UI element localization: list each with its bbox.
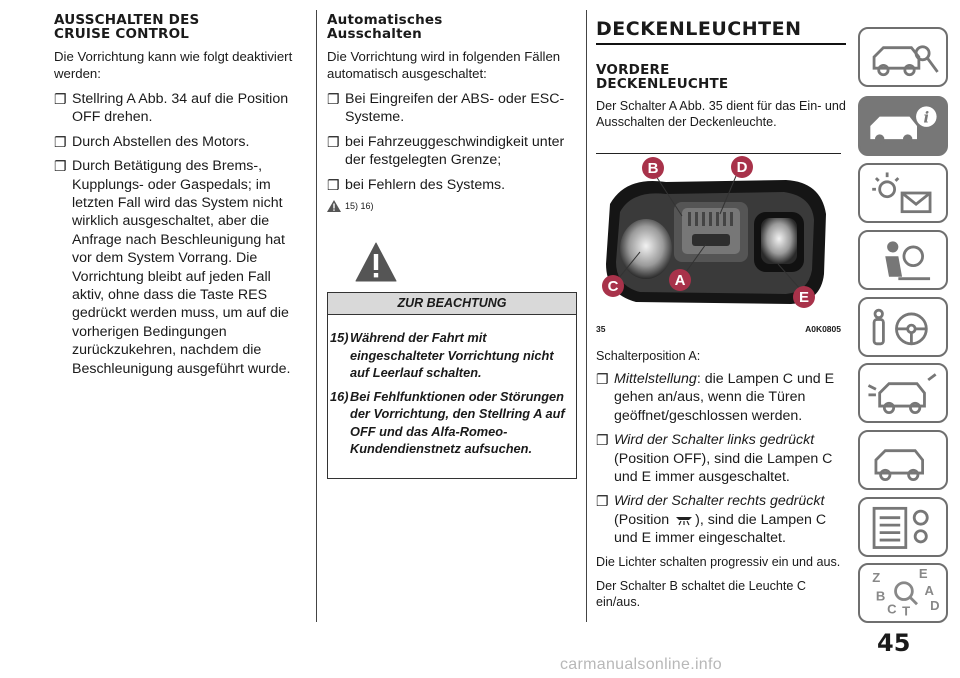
tab-crash-car[interactable]	[858, 363, 948, 423]
column-right	[596, 0, 846, 618]
chapter-heading: DECKENLEUCHTEN	[596, 18, 846, 45]
dome-light-on-icon	[673, 514, 695, 526]
list-item: ❐ Durch Betätigung des Brems-, Kupplungs- oder Gaspedals; im letzten Fall wird das System nicht wirklich ausgeschaltet, aber die Anfrage nach Beschleunigung hat vor dem System Vorrang. Die Vorrichtung bleibt auf jeden Fall aktiv, ohne dass die Taste RES gedrückt werden muss, um auf die vorherigen Bedingungen zurückzukehren, nachdem die Beschleunigung ausgeführt wurde.	[54, 158, 291, 377]
tab-service-car[interactable]	[858, 430, 948, 490]
list-item: ❐ Bei Eingreifen der ABS- oder ESC-Systeme.	[327, 91, 565, 126]
svg-text:i: i	[923, 108, 930, 127]
tab-warning-lights[interactable]	[858, 163, 948, 223]
section-heading: AUSSCHALTEN DES CRUISE CONTROL	[54, 12, 200, 42]
airbag-icon	[860, 232, 946, 288]
car-key-icon	[860, 29, 946, 85]
svg-text:E: E	[918, 566, 928, 582]
svg-text:C: C	[887, 601, 897, 617]
tab-car-key[interactable]	[858, 27, 948, 87]
svg-text:D: D	[930, 597, 940, 613]
label-b: B	[647, 160, 659, 177]
label-a: A	[674, 272, 686, 289]
alphabet-index-icon	[860, 565, 946, 621]
steering-key-icon	[860, 299, 946, 355]
section-heading: Automatisches Ausschalten	[327, 12, 443, 42]
crash-car-icon	[860, 365, 946, 421]
watermark: carmanualsonline.info	[560, 656, 722, 673]
warning-box	[327, 292, 577, 479]
figure-caption: 35 A0K0805	[596, 324, 841, 334]
tab-steering-key[interactable]	[858, 297, 948, 357]
list-item: ❐ Stellring A Abb. 34 auf die Position OFF drehen.	[54, 91, 289, 126]
settings-list-icon	[860, 499, 946, 555]
tab-airbag[interactable]	[858, 230, 948, 290]
tab-car-info[interactable]	[858, 96, 948, 156]
svg-text:B: B	[875, 588, 886, 604]
warning-title: ZUR BEACHTUNG	[328, 293, 576, 315]
column-left	[54, 0, 304, 384]
label-c: C	[607, 278, 619, 295]
warning-item: 16) Bei Fehlfunktionen oder Störungen der Vorrichtung, den Stellring A auf OFF und das Alfa-Romeo-Kundendienstnetz aufsuchen.	[330, 388, 565, 457]
list-item: ❐ Durch Abstellen des Motors.	[54, 133, 250, 150]
column-divider	[586, 10, 587, 622]
figure-dome-light	[596, 153, 841, 334]
intro-text: Die Vorrichtung wird in folgenden Fällen automatisch ausgeschaltet:	[327, 49, 561, 81]
column-middle	[327, 0, 575, 479]
list-item: ❐ Wird der Schalter links gedrückt (Position OFF), sind die Lampen C und E immer ausgeschaltet.	[596, 432, 833, 486]
service-car-icon	[860, 432, 946, 488]
page-number: 45	[877, 629, 911, 657]
svg-text:Z: Z	[872, 569, 881, 585]
list-item: ❐ Mittelstellung: die Lampen C und E gehen an/aus, wenn die Türen geöffnet/geschlossen werden.	[596, 371, 835, 424]
paragraph: Die Lichter schalten progressiv ein und aus.	[596, 554, 841, 569]
paragraph: Der Schalter B schaltet die Leuchte C ein/aus.	[596, 578, 807, 609]
warning-triangle-icon	[327, 200, 341, 212]
section-heading: VORDERE DECKENLEUCHTE	[596, 62, 729, 92]
car-info-icon	[860, 98, 946, 154]
warning-reference: 15) 16)	[327, 200, 575, 212]
warning-lights-icon	[860, 165, 946, 221]
svg-text:T: T	[902, 603, 911, 619]
warning-icon-large	[355, 242, 397, 282]
list-item: ❐ bei Fehlern des Systems.	[327, 176, 506, 193]
svg-text:A: A	[924, 582, 934, 598]
tab-alphabet-index[interactable]	[858, 563, 948, 623]
dome-light-illustration	[596, 154, 841, 319]
intro-text: Der Schalter A Abb. 35 dient für das Ein- und Ausschalten der Deckenleuchte.	[596, 99, 846, 129]
column-divider	[316, 10, 317, 622]
warning-item: 15) Während der Fahrt mit eingeschalteter Vorrichtung nicht auf Leerlauf schalten.	[330, 330, 554, 381]
tab-settings-list[interactable]	[858, 497, 948, 557]
label-e: E	[798, 289, 810, 306]
list-item: ❐ bei Fahrzeuggeschwindigkeit unter der festgelegten Grenze;	[327, 133, 565, 169]
list-item: ❐ Wird der Schalter rechts gedrückt (Position ), sind die Lampen C und E immer eingeschaltet.	[596, 493, 827, 547]
label-d: D	[736, 159, 748, 176]
intro-text: Die Vorrichtung kann wie folgt deaktiviert werden:	[54, 49, 293, 81]
position-label: Schalterposition A:	[596, 349, 701, 363]
